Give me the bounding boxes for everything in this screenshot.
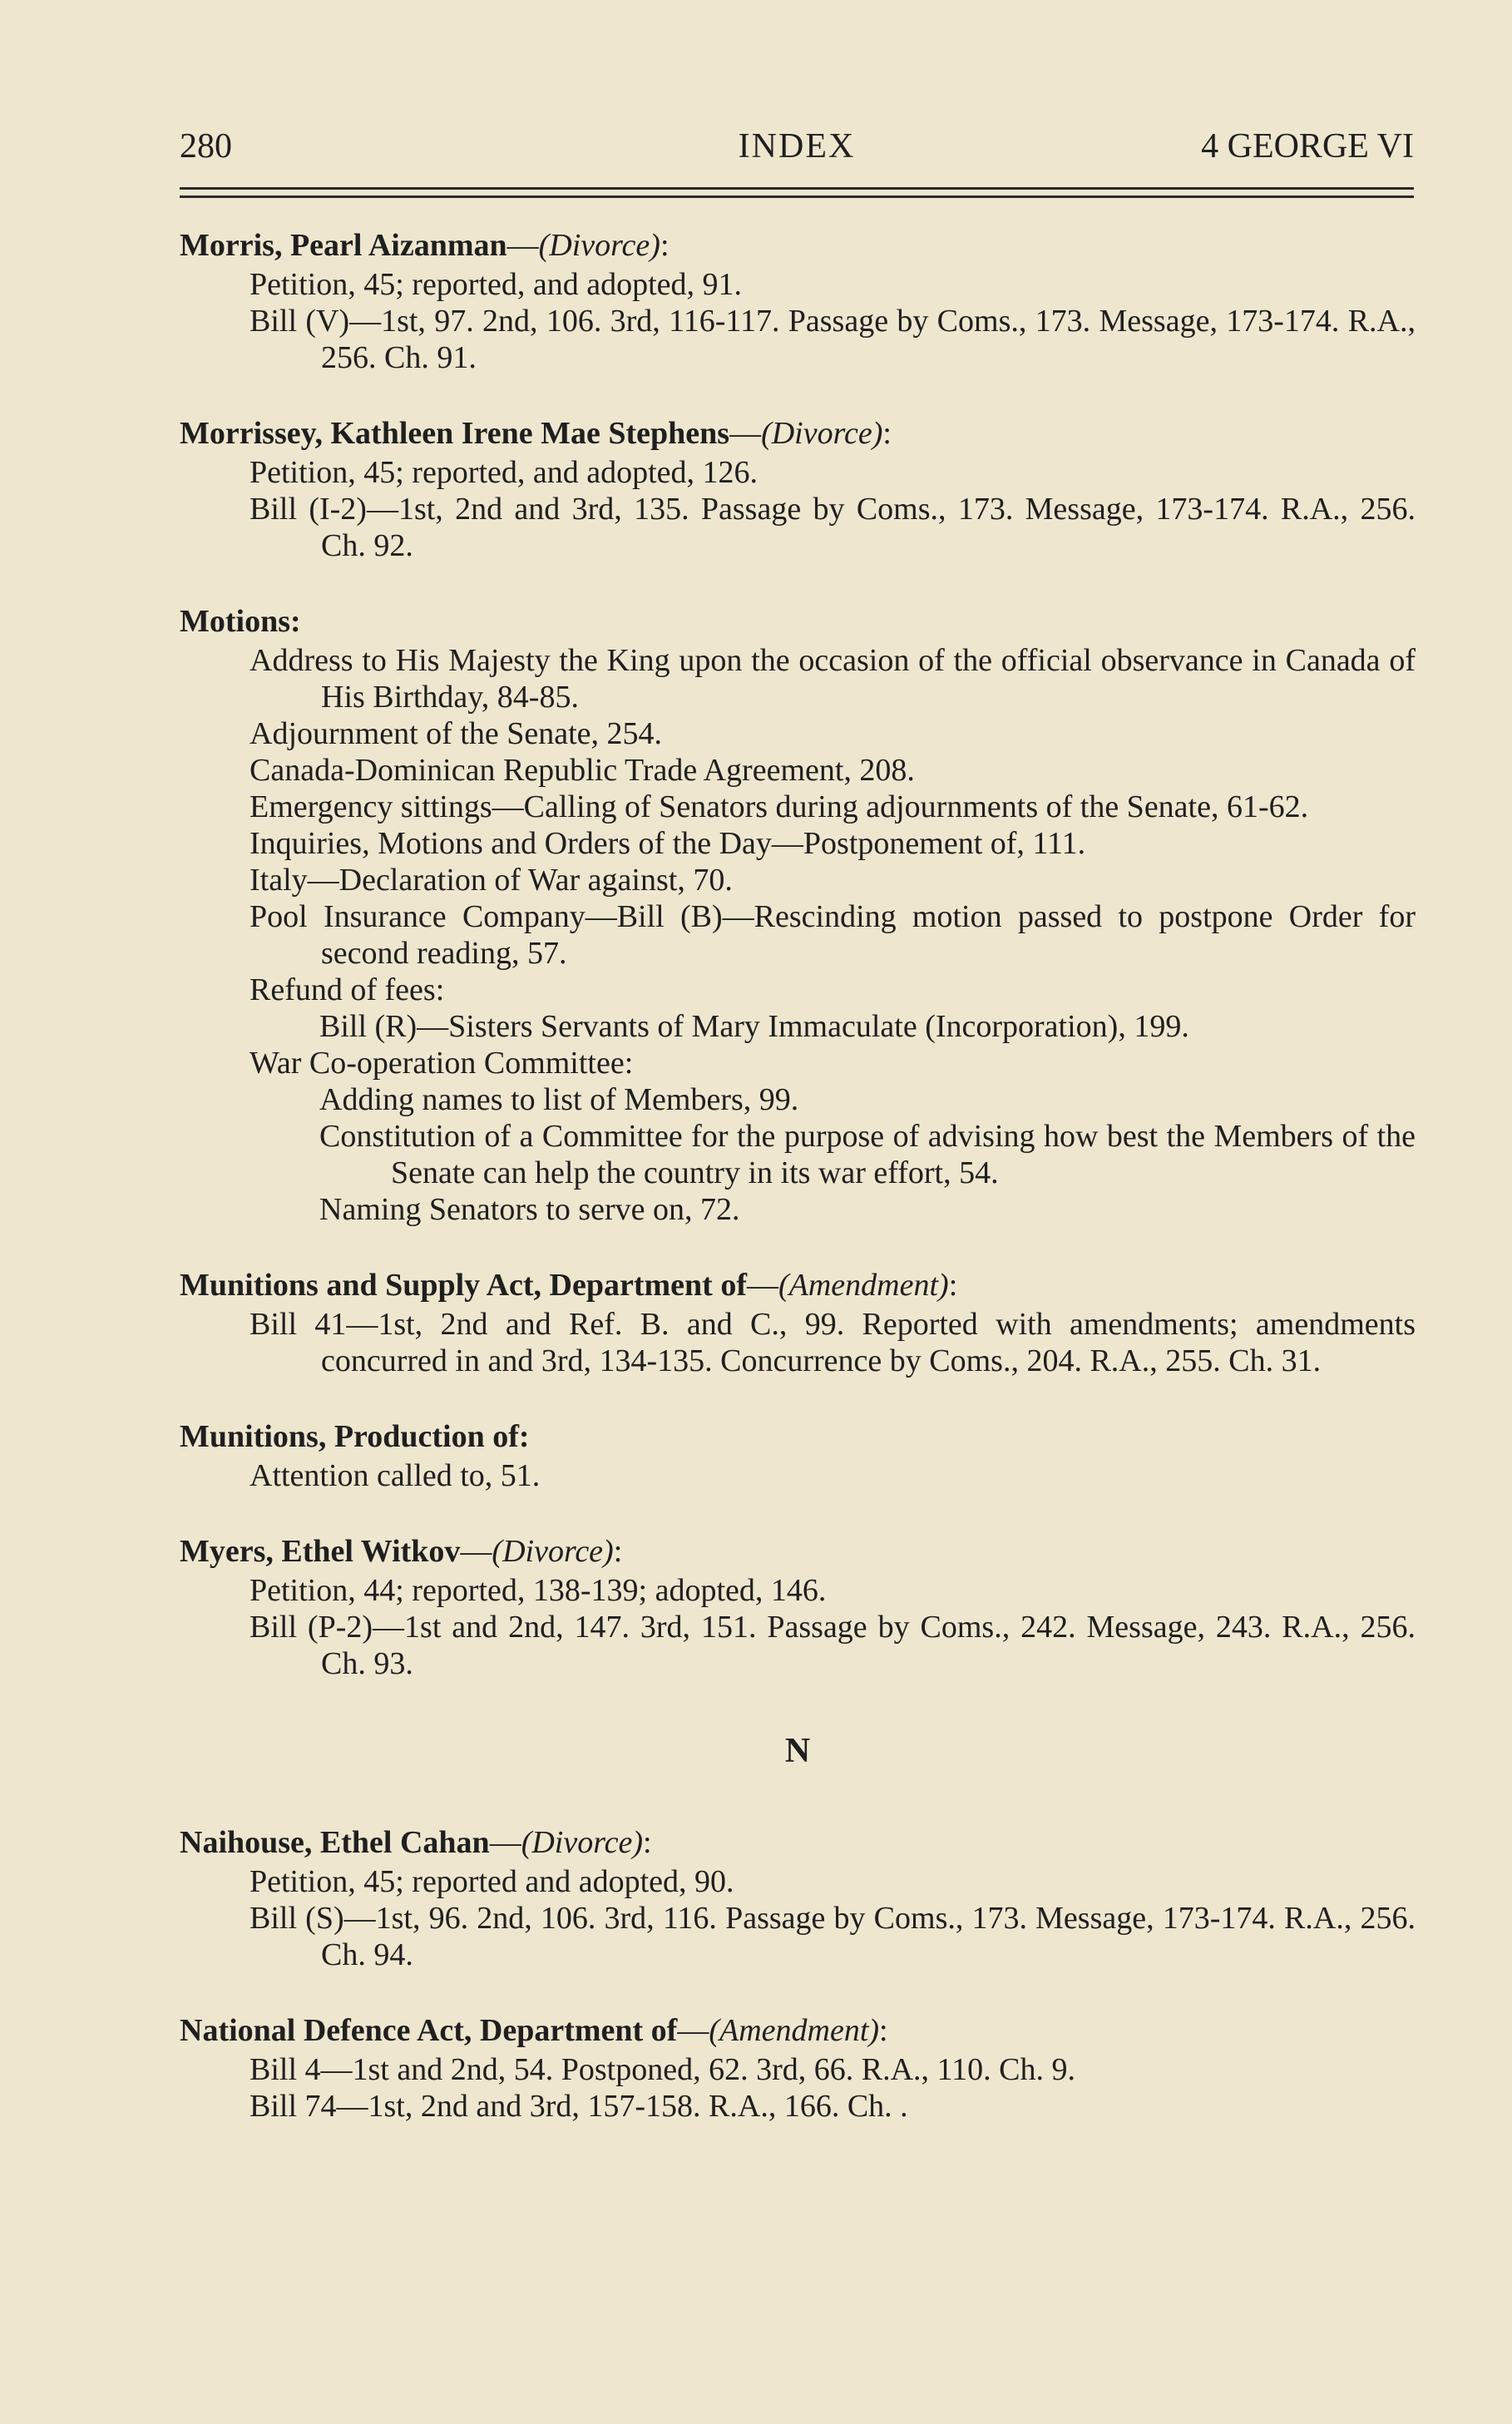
entry-qualifier: (Amendment) bbox=[709, 2013, 880, 2048]
index-entry bbox=[180, 1531, 1416, 1682]
entry-line: Adjournment of the Senate, 254. bbox=[250, 716, 663, 751]
entry-heading: Myers, Ethel Witkov—(Divorce): bbox=[180, 1534, 623, 1569]
entry-line: Petition, 45; reported, and adopted, 91. bbox=[250, 267, 743, 302]
entry-line: Bill (V)—1st, 97. 2nd, 106. 3rd, 116-117. Passage by Coms., 173. Message, 173-174. R.A., 256. Ch. 91. bbox=[250, 304, 1416, 375]
entry-line: Italy—Declaration of War against, 70. bbox=[250, 863, 733, 898]
entry-qualifier: (Divorce) bbox=[521, 1825, 643, 1860]
index-entry bbox=[180, 1416, 1416, 1494]
entry-line: Bill 4—1st and 2nd, 54. Postponed, 62. 3rd, 66. R.A., 110. Ch. 9. bbox=[250, 2052, 1075, 2087]
entry-line: Petition, 45; reported, and adopted, 126. bbox=[250, 455, 758, 490]
entry-line: Bill 74—1st, 2nd and 3rd, 157-158. R.A., 166. Ch. . bbox=[250, 2089, 908, 2124]
entry-line: Bill 41—1st, 2nd and Ref. B. and C., 99. Reported with amendments; amendments concurred in and 3rd, 134-135. Concurrence by Coms., 204. R.A., 255. Ch. 31. bbox=[250, 1307, 1416, 1378]
reign-label: 4 GEORGE VI bbox=[1201, 127, 1414, 166]
index-entry bbox=[180, 601, 1416, 1228]
entry-name: Morris, Pearl Aizanman bbox=[180, 228, 507, 263]
entry-name: Morrissey, Kathleen Irene Mae Stephens bbox=[180, 416, 730, 451]
entry-line: Refund of fees: bbox=[250, 972, 445, 1007]
entry-subline: Naming Senators to serve on, 72. bbox=[319, 1192, 740, 1227]
entry-heading: Naihouse, Ethel Cahan—(Divorce): bbox=[180, 1825, 652, 1860]
index-entry bbox=[180, 1822, 1416, 1973]
entry-heading bbox=[180, 601, 1416, 642]
entry-qualifier: (Amendment) bbox=[778, 1268, 949, 1303]
entry-line: Canada-Dominican Republic Trade Agreement, 208. bbox=[250, 753, 915, 788]
entry-line: Inquiries, Motions and Orders of the Day—Postponement of, 111. bbox=[250, 826, 1086, 861]
page-title: INDEX bbox=[738, 127, 856, 166]
index-entry bbox=[180, 413, 1416, 564]
entry-subline: Bill (R)—Sisters Servants of Mary Immaculate (Incorporation), 199. bbox=[319, 1009, 1189, 1044]
entry-qualifier: (Divorce) bbox=[761, 416, 883, 451]
entry-line: Pool Insurance Company—Bill (B)—Rescinding motion passed to postpone Order for second reading, 57. bbox=[250, 899, 1416, 971]
entry-heading: Morris, Pearl Aizanman—(Divorce): bbox=[180, 228, 670, 263]
entry-name: Munitions, Production of: bbox=[180, 1419, 530, 1454]
index-entry bbox=[180, 2010, 1416, 2125]
entry-subline: Adding names to list of Members, 99. bbox=[319, 1082, 799, 1117]
index-entries bbox=[180, 225, 1416, 2161]
entry-heading: Munitions and Supply Act, Department of—(Amendment): bbox=[180, 1268, 958, 1303]
entry-line: Emergency sittings—Calling of Senators during adjournments of the Senate, 61-62. bbox=[250, 789, 1309, 824]
entry-line: Bill (S)—1st, 96. 2nd, 106. 3rd, 116. Passage by Coms., 173. Message, 173-174. R.A., 256. Ch. 94. bbox=[250, 1901, 1416, 1972]
entry-line: Attention called to, 51. bbox=[250, 1458, 541, 1493]
entry-subline: Constitution of a Committee for the purpose of advising how best the Members of the Senate can help the country in its war effort, 54. bbox=[319, 1119, 1416, 1190]
header-rule-bottom bbox=[180, 195, 1414, 198]
index-entry bbox=[180, 225, 1416, 376]
entry-heading bbox=[180, 1416, 1416, 1457]
entry-name: Munitions and Supply Act, Department of bbox=[180, 1268, 747, 1303]
entry-name: Naihouse, Ethel Cahan bbox=[180, 1825, 490, 1860]
page-number: 280 bbox=[180, 127, 232, 166]
entry-line: Petition, 44; reported, 138-139; adopted, 146. bbox=[250, 1573, 827, 1608]
entry-name: National Defence Act, Department of bbox=[180, 2013, 678, 2048]
entry-line: Petition, 45; reported and adopted, 90. bbox=[250, 1864, 734, 1899]
entry-heading: Morrissey, Kathleen Irene Mae Stephens—(Divorce): bbox=[180, 416, 892, 451]
entry-name: Motions: bbox=[180, 604, 301, 639]
header-rule-top bbox=[180, 187, 1414, 190]
entry-line: Bill (P-2)—1st and 2nd, 147. 3rd, 151. Passage by Coms., 242. Message, 243. R.A., 256. Ch. 93. bbox=[250, 1610, 1416, 1681]
entry-qualifier: (Divorce) bbox=[538, 228, 660, 263]
entry-heading: National Defence Act, Department of—(Amendment): bbox=[180, 2013, 888, 2048]
section-letter: N bbox=[784, 1732, 811, 1770]
index-entry bbox=[180, 1264, 1416, 1379]
entry-qualifier: (Divorce) bbox=[492, 1534, 614, 1569]
entry-line: Bill (I-2)—1st, 2nd and 3rd, 135. Passage by Coms., 173. Message, 173-174. R.A., 256. Ch. 92. bbox=[250, 492, 1416, 563]
entry-name: Myers, Ethel Witkov bbox=[180, 1534, 461, 1569]
entry-line: Address to His Majesty the King upon the occasion of the official observance in Canada of His Birthday, 84-85. bbox=[250, 643, 1416, 715]
entry-line: War Co-operation Committee: bbox=[250, 1046, 634, 1081]
page-header bbox=[180, 121, 1414, 171]
